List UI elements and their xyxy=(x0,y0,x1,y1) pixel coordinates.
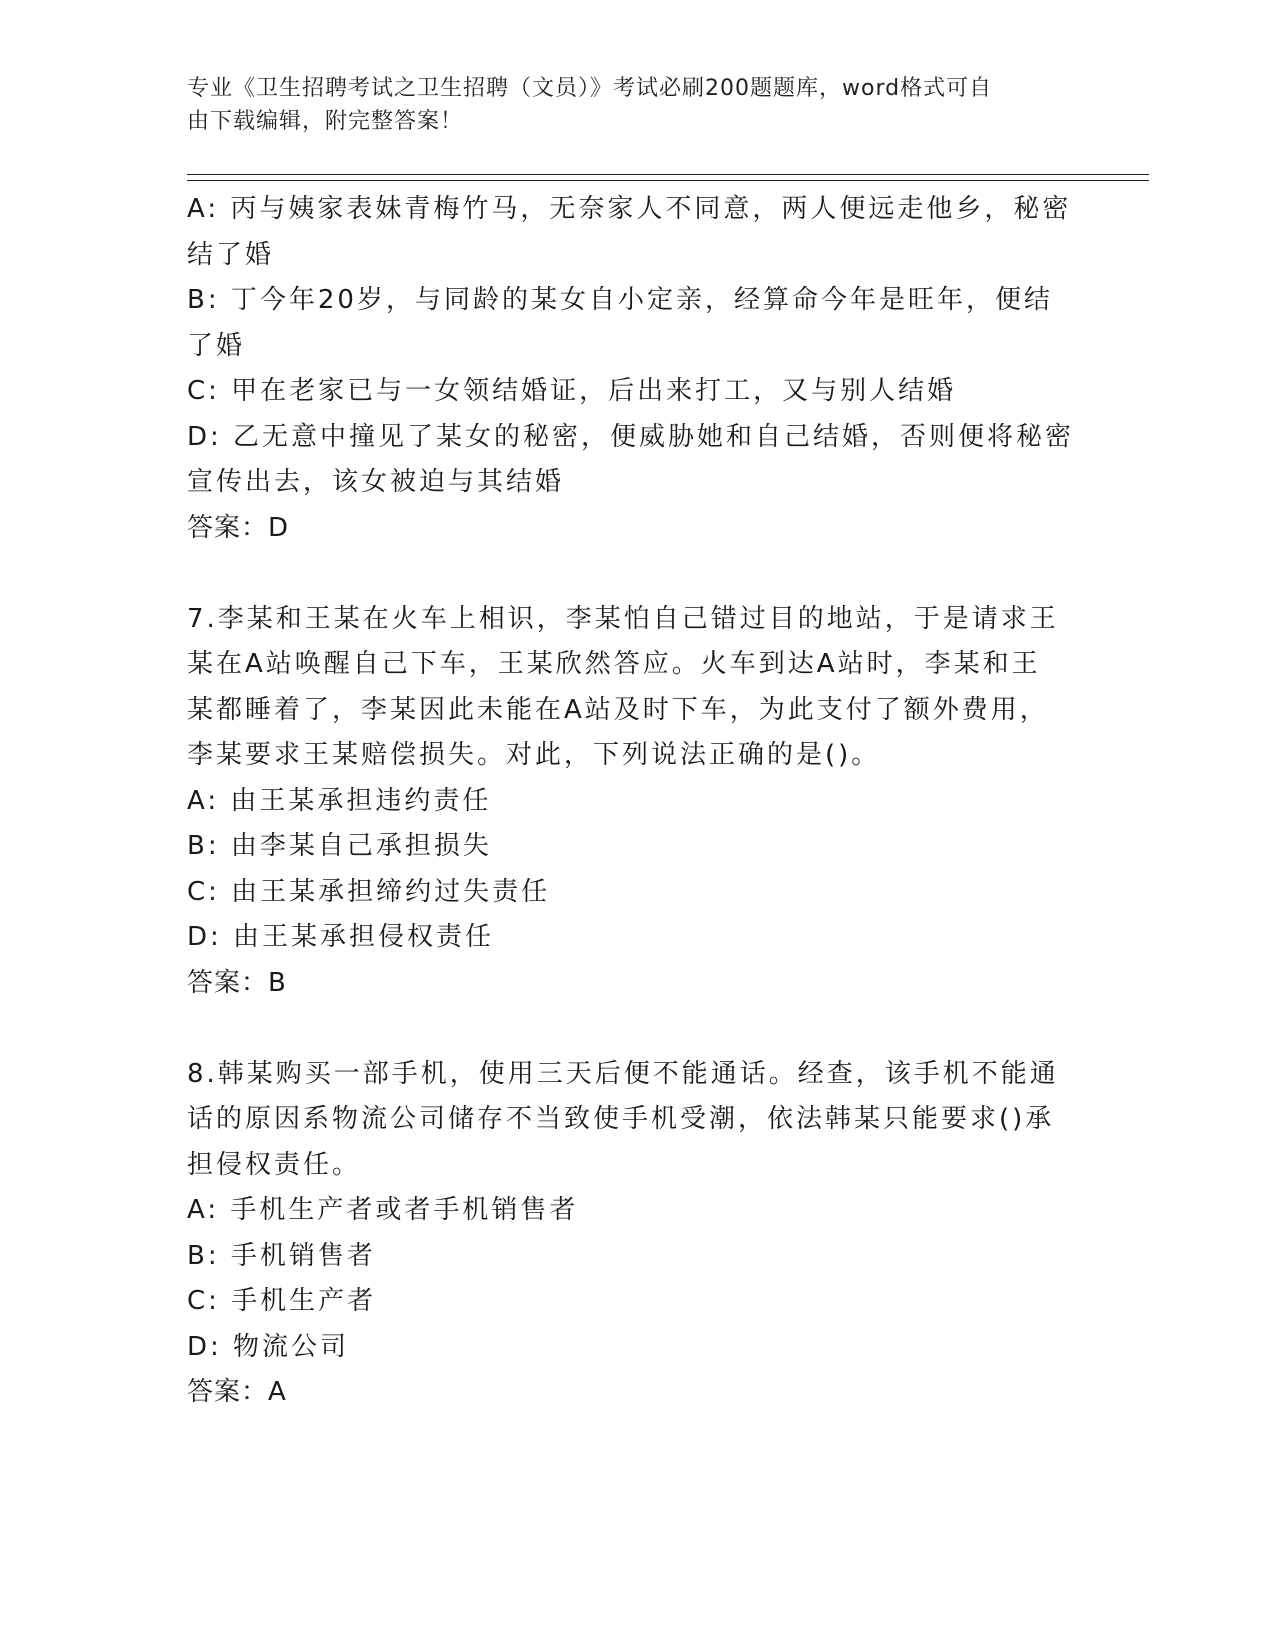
q6-answer: 答案：D xyxy=(187,512,290,543)
question-content xyxy=(187,187,1077,1416)
question-7-block xyxy=(187,597,1077,1007)
q6-option-c: C: 甲在老家已与一女领结婚证，后出来打工，又与别人结婚 xyxy=(187,376,957,406)
q7-option-d: D: 由王某承担侵权责任 xyxy=(187,922,495,952)
spacer xyxy=(187,1006,1077,1052)
q6-option-a-line-1: A: 丙与姨家表妹青梅竹马，无奈家人不同意，两人便远走他乡，秘密 xyxy=(187,194,1072,224)
spacer xyxy=(187,551,1077,597)
q8-stem-line-3: 担侵权责任。 xyxy=(187,1149,362,1180)
header-line-2: 由下载编辑，附完整答案！ xyxy=(187,109,464,134)
q7-stem-line-1: 7.李某和王某在火车上相识，李某怕自己错过目的地站，于是请求王 xyxy=(187,603,1059,634)
q6-option-a-line-2: 结了婚 xyxy=(187,239,275,270)
q8-option-b: B: 手机销售者 xyxy=(187,1240,376,1271)
q7-stem-line-4: 李某要求王某赔偿损失。对此，下列说法正确的是()。 xyxy=(187,740,881,770)
q8-answer: 答案：A xyxy=(187,1377,287,1407)
q6-option-d-line-1: D: 乙无意中撞见了某女的秘密，便威胁她和自己结婚，否则便将秘密 xyxy=(187,421,1075,452)
q8-option-c: C: 手机生产者 xyxy=(187,1286,377,1316)
question-6-block xyxy=(187,187,1077,551)
header-rule-top xyxy=(187,174,1149,175)
q8-option-a: A: 手机生产者或者手机销售者 xyxy=(187,1195,579,1225)
q7-stem-line-2: 某在A站唤醒自己下车，王某欣然答应。火车到达A站时，李某和王 xyxy=(187,649,1041,679)
q8-stem-line-1: 8.韩某购买一部手机，使用三天后便不能通话。经查，该手机不能通 xyxy=(187,1058,1059,1089)
question-8-block xyxy=(187,1052,1077,1416)
header-line-1: 专业《卫生招聘考试之卫生招聘（文员）》考试必刷200题题库，word格式可自 xyxy=(187,76,993,101)
q6-option-b-line-1: B: 丁今年20岁，与同龄的某女自小定亲，经算命今年是旺年，便结 xyxy=(187,285,1053,315)
document-header xyxy=(187,72,1067,138)
q7-stem-line-3: 某都睡着了，李某因此未能在A站及时下车，为此支付了额外费用， xyxy=(187,694,1049,725)
q7-option-a: A: 由王某承担违约责任 xyxy=(187,785,492,816)
q6-option-b-line-2: 了婚 xyxy=(187,330,246,361)
q7-option-c: C: 由王某承担缔约过失责任 xyxy=(187,876,551,907)
q7-answer: 答案：B xyxy=(187,967,287,998)
q8-stem-line-2: 话的原因系物流公司储存不当致使手机受潮，依法韩某只能要求()承 xyxy=(187,1104,1055,1134)
q7-option-b: B: 由李某自己承担损失 xyxy=(187,831,492,861)
q6-option-d-line-2: 宣传出去，该女被迫与其结婚 xyxy=(187,467,565,497)
q8-option-d: D: 物流公司 xyxy=(187,1331,350,1362)
header-rule-bottom xyxy=(187,180,1149,181)
